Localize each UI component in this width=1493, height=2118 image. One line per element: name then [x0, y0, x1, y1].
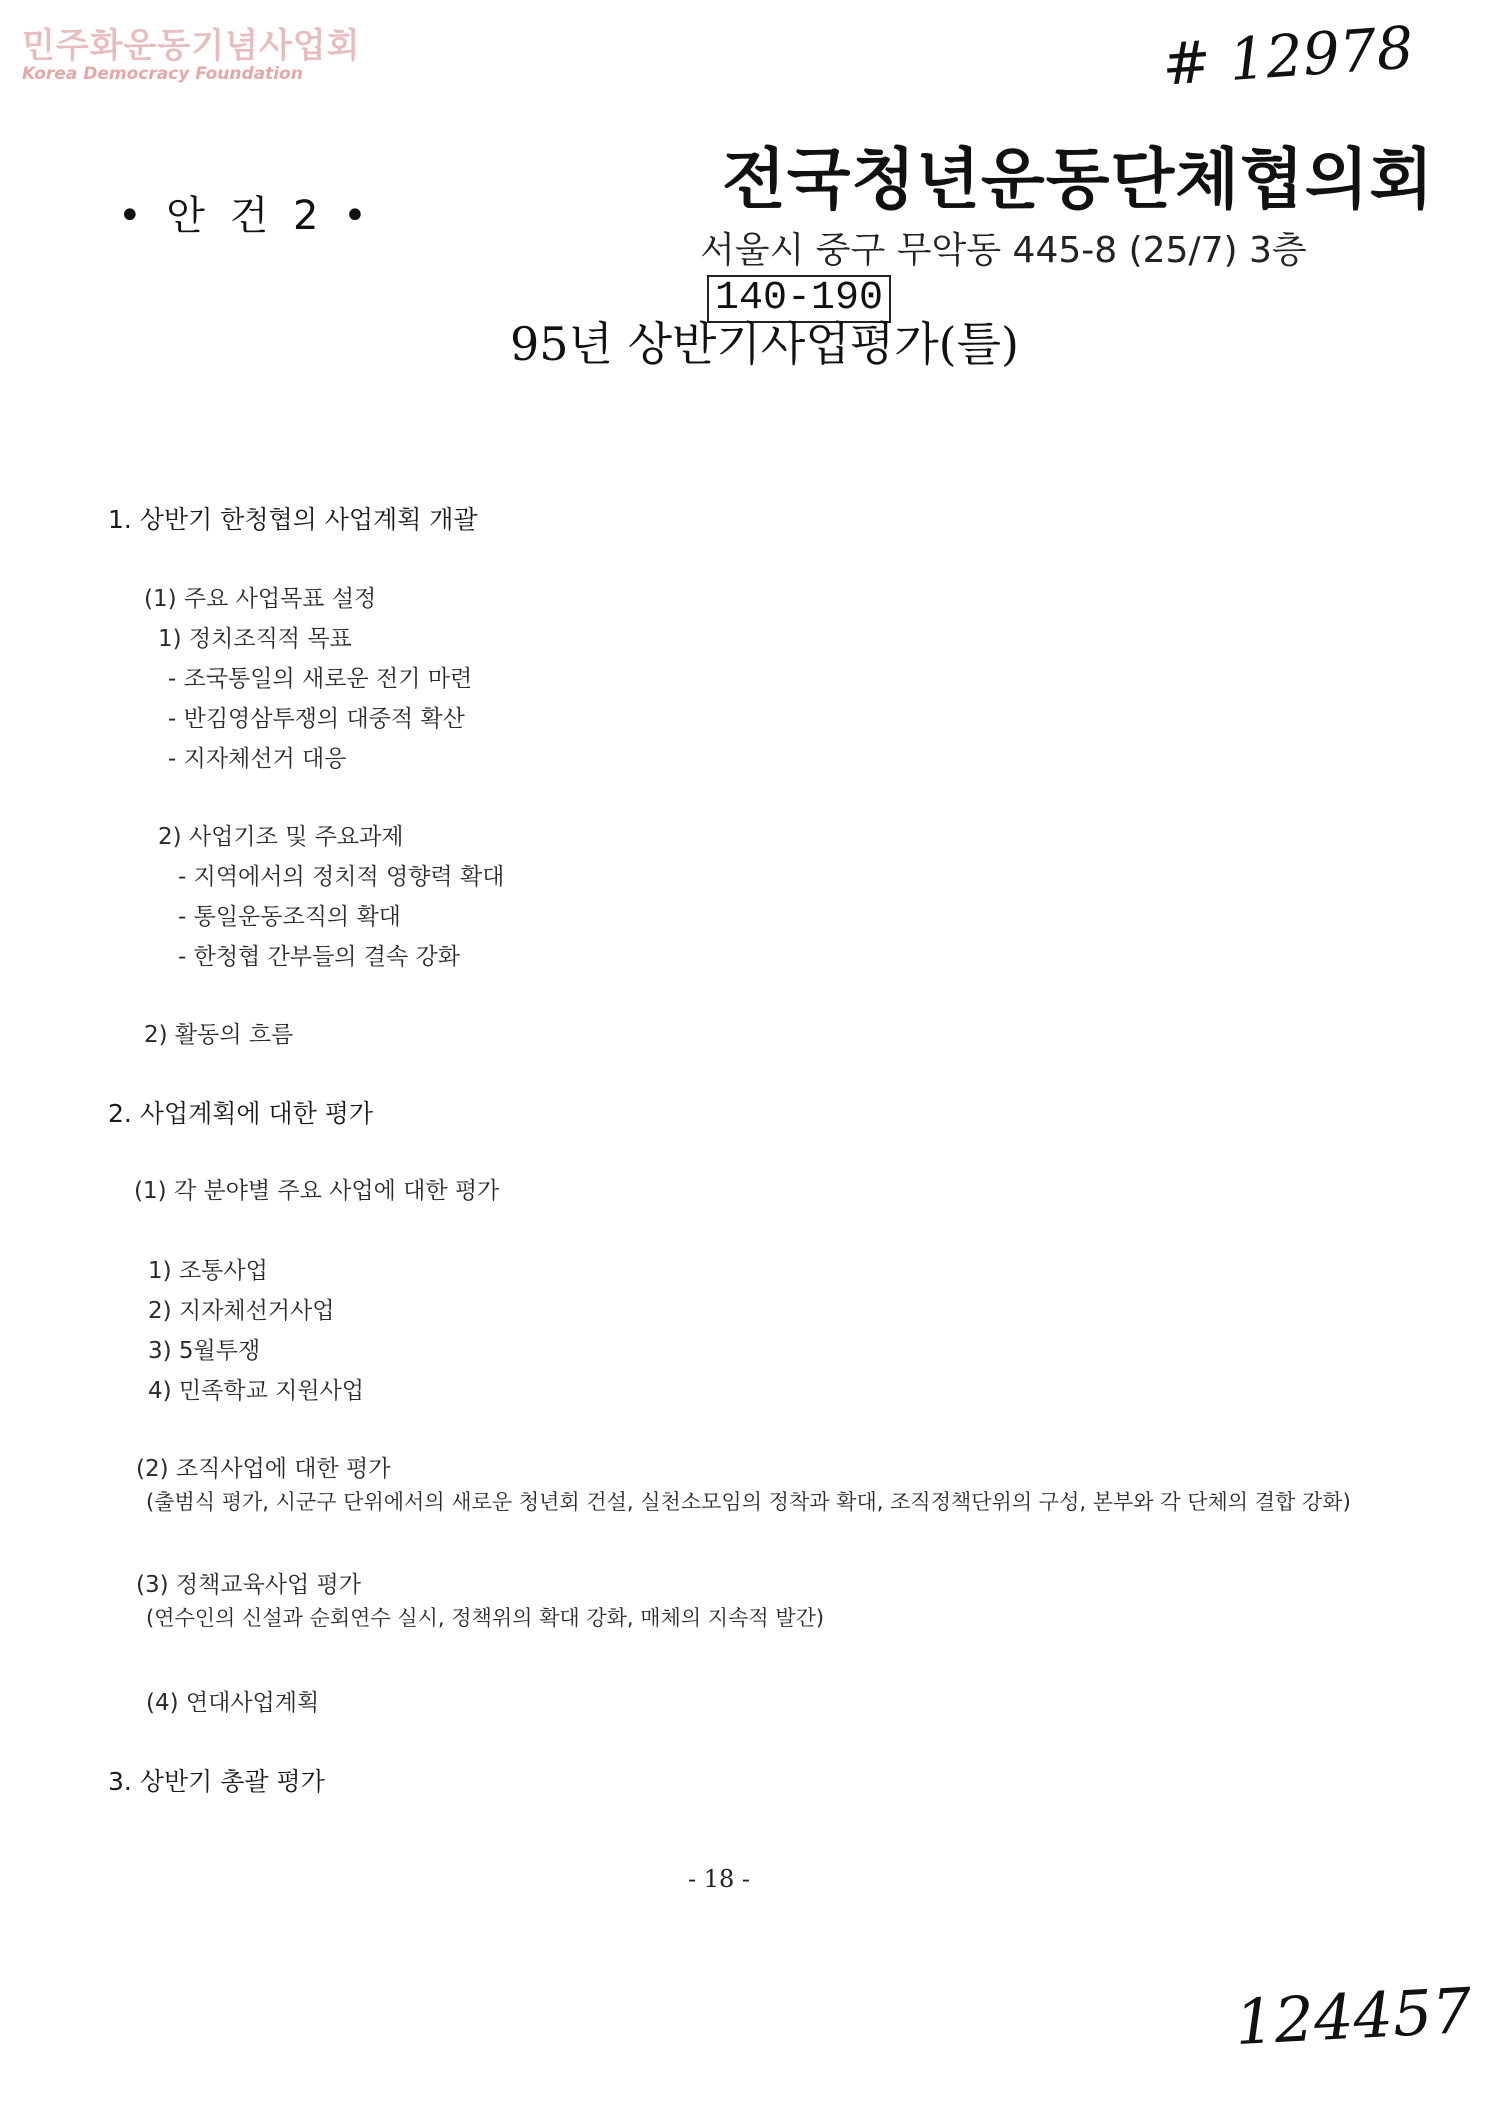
watermark-korean: 민주화운동기념사업회 — [22, 26, 361, 66]
outline-item: - 한청협 간부들의 결속 강화 — [178, 944, 460, 970]
handwritten-archive-number: 124457 — [1233, 1973, 1474, 2060]
outline-item: - 지자체선거 대응 — [168, 746, 347, 772]
outline-item: 3) 5월투쟁 — [148, 1338, 261, 1364]
outline-item: 2) 지자체선거사업 — [148, 1298, 335, 1324]
outline-item: - 통일운동조직의 확대 — [178, 904, 401, 930]
outline-item: 1) 조통사업 — [148, 1258, 268, 1284]
outline-item: 1) 정치조직적 목표 — [158, 626, 352, 652]
section-1-heading: 1. 상반기 한청협의 사업계획 개괄 — [108, 505, 478, 534]
section-3-heading: 3. 상반기 총괄 평가 — [108, 1767, 325, 1796]
outline-item: 4) 민족학교 지원사업 — [148, 1378, 364, 1404]
outline-item: 2) 사업기조 및 주요과제 — [158, 824, 404, 850]
watermark-english: Korea Democracy Foundation — [22, 64, 303, 84]
outline-item: - 지역에서의 정치적 영향력 확대 — [178, 864, 505, 890]
outline-note: (출범식 평가, 시군구 단위에서의 새로운 청년회 건설, 실천소모임의 정착과 확대, 조직정책단위의 구성, 본부와 각 단체의 결합 강화) — [146, 1490, 1351, 1514]
outline-item: 2) 활동의 흐름 — [144, 1022, 294, 1048]
organization-name: 전국청년운동단체협의회 — [722, 141, 1435, 218]
outline-item: - 반김영삼투쟁의 대중적 확산 — [168, 706, 465, 732]
outline-item: (3) 정책교육사업 평가 — [136, 1572, 361, 1598]
outline-item: - 조국통일의 새로운 전기 마련 — [168, 666, 473, 692]
document-code-stamp: 140-190 — [707, 275, 891, 323]
outline-item: (2) 조직사업에 대한 평가 — [136, 1456, 391, 1482]
agenda-label: • 안 건 2 • — [118, 193, 373, 239]
page-number: - 18 - — [688, 1865, 751, 1893]
outline-item: (1) 주요 사업목표 설정 — [144, 586, 377, 612]
organization-address: 서울시 중구 무악동 445-8 (25/7) 3층 — [700, 230, 1307, 271]
outline-note: (연수인의 신설과 순회연수 실시, 정책위의 확대 강화, 매체의 지속적 발간) — [146, 1606, 825, 1630]
outline-item: (4) 연대사업계획 — [146, 1690, 320, 1716]
section-2-heading: 2. 사업계획에 대한 평가 — [108, 1099, 374, 1128]
document-title: 95년 상반기사업평가(틀) — [510, 317, 1019, 371]
handwritten-number: # 12978 — [1159, 13, 1416, 99]
outline-item: (1) 각 분야별 주요 사업에 대한 평가 — [134, 1178, 500, 1204]
